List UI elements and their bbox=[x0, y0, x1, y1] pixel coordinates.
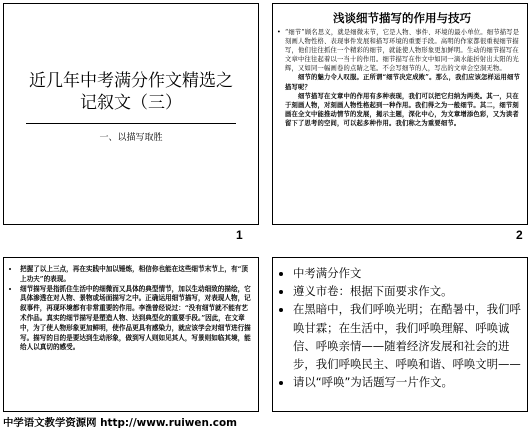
slide-2-title: 浅谈细节描写的作用与技巧 bbox=[333, 11, 471, 25]
list-item: • 细节描写是指抓住生活中的细微而又具体的典型情节，加以生动细致的描绘，它具体渗透在对人物、景物或场面描写之中。正确运用细节描写，对表现人物，记叙事件，再现环境都有非常重要的作用。李渔曾经说过：“没有细节就不能有艺术作品。真实的细节描写是塑造人物、达到典型化的重要手段。”因此，在文章中，为了使人物形象更加鲜明，使作品更具有感染力，就应该学会对细节进行描写。描写的目的是要达到生动形象，做到写人则如见其人，写景则如临其境，能给人以真切的感受。 bbox=[20, 285, 252, 354]
slide-1-subtitle: 一、以描写取胜 bbox=[99, 133, 163, 143]
slide-4 bbox=[272, 257, 528, 412]
slide-2-paragraph: 细节的魅力令人叹服。正所谓“细节决定成败”。那么，我们应该怎样运用细节描写呢？ bbox=[285, 74, 521, 91]
slide-2-paragraph: 细节描写在文章中的作用有多种表现，我们可以把它归纳为两类。其一，只在于刻画人物，对刻画人物性格起到一种作用。我们得之为一般细节。其二，细节刻画在全文中能推动情节的发展，揭示主题，深化中心，为文章增添色彩，又为读者留下了思考的空间，可以起多种作用。我们称之为重要细节。 bbox=[285, 92, 519, 127]
page-number-2: 2 bbox=[516, 228, 523, 242]
slide-2-paragraph: • “细节”顾名思义，就是细微末节，它是人物、事件、环境的最小单位。细节描写是刻画人物性格、表现事件发展和描写环境的重要手段。高明的作家都很重视细节描写，他们往往抓住一个精彩的细节，就能使人物形象更加鲜明。生动的细节描写在文章中往往起着以一当十的作用。细节描写在作文中如同一滴水能折射出太阳的光辉，又如同一幅画卷的点睛之笔。不会写细节的人，写出的文章会空洞无物。 bbox=[277, 29, 520, 73]
slide-4-body bbox=[281, 264, 523, 391]
slide-1-title bbox=[4, 70, 258, 114]
slide-3-body bbox=[10, 265, 252, 353]
slide-3-list bbox=[10, 265, 252, 353]
list-item: • 在黑暗中，我们呼唤光明；在酷暑中，我们呼唤甘霖；在生活中，我们呼唤理解、呼唤诚信、呼唤亲情——随着经济发展和社会的进步，我们呼唤民主、呼唤和谐、呼唤文明—— bbox=[293, 300, 523, 373]
slide-4-list bbox=[281, 264, 523, 391]
slide-3 bbox=[3, 257, 259, 412]
slide-1-divider bbox=[26, 123, 236, 124]
slide-2 bbox=[272, 3, 528, 225]
slide-1-title-line2: 记叙文（三） bbox=[80, 93, 182, 113]
list-item: • 请以“呼唤”为话题写一片作文。 bbox=[293, 373, 523, 391]
slide-1 bbox=[3, 3, 259, 225]
list-item: • 中考满分作文 bbox=[293, 264, 523, 282]
list-item: • 遵义市卷：根据下面要求作文。 bbox=[293, 282, 523, 300]
slide-2-body bbox=[277, 28, 521, 128]
bullet-icon: • bbox=[277, 29, 281, 36]
slide-1-title-line1: 近几年中考满分作文精选之 bbox=[29, 71, 233, 91]
footer-watermark: 中学语文教学资源网 http://www.ruiwen.com bbox=[3, 417, 237, 429]
page-number-1: 1 bbox=[236, 228, 243, 242]
list-item: • 把握了以上三点，再在实践中加以锤炼，相信你也能在这些细节末节上，有“顶上功夫”的表现。 bbox=[20, 265, 252, 285]
